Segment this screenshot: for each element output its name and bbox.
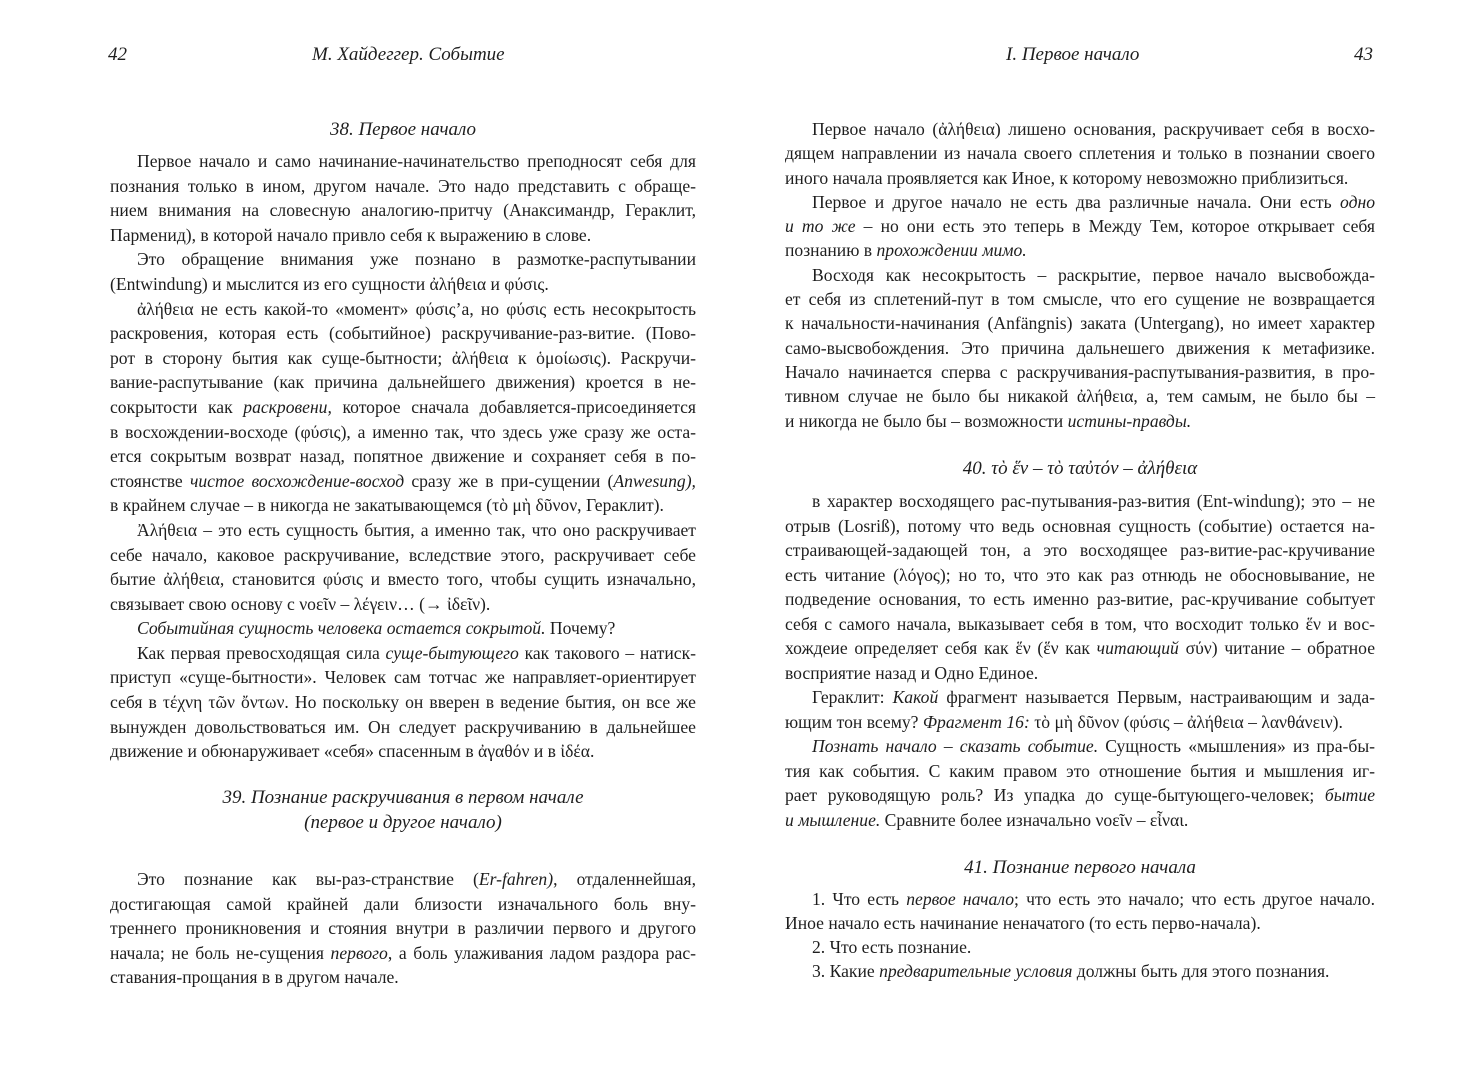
paragraph [785, 959, 1375, 983]
text-line [110, 174, 696, 199]
text-line [785, 783, 1375, 808]
text-line [785, 287, 1375, 311]
text-line [110, 272, 696, 297]
text-run: Сравните более изначально νοεῖν – εἶναι. [880, 809, 1189, 830]
text-run: Сущность «мышления» из пра-бы- [1098, 736, 1375, 756]
text-line [110, 321, 696, 346]
paragraph [785, 190, 1375, 263]
text-line [110, 149, 696, 174]
text-line [785, 759, 1375, 784]
text-run: вание-распутывание (как причина дальнейшего движения) кроется в не- [110, 372, 696, 393]
text-run: познания только в ином, другом начале. Это надо представить с обраще- [110, 175, 696, 196]
text-run: есть читание (λόγος); но то, что это как раз отнюдь не обосновывание, не [785, 564, 1375, 585]
text-run: рает руководящую роль? Из упадка до суще-бытующего-человек; [785, 785, 1325, 805]
text-run: ἀλήθεια не есть какой-то «момент» φύσις’а, но φύσις есть несокрытость [137, 298, 696, 319]
heading-line: 41. Познание первого начала [964, 857, 1196, 878]
text-line [110, 965, 696, 990]
text-line [110, 469, 696, 494]
text-run: себя с самого начала, выказывает себя в том, что восходит только ἕν и вос- [785, 613, 1375, 634]
text-run: , отдаленнейшая, [553, 869, 696, 889]
text-run: себе начало, каковое раскручивание, вследствие этого, раскручивает себе [110, 544, 696, 565]
text-run: (Entwindung) и мыслится из его сущности ἀλήθεια и φύσις. [110, 273, 549, 294]
text-line [785, 263, 1375, 287]
text-line [785, 935, 1375, 959]
paragraph [110, 247, 696, 296]
text-line [110, 543, 696, 568]
section-heading [110, 785, 696, 835]
text-run: как такового – натиск- [518, 642, 696, 663]
text-run: Парменид), в которой начало привло себя к выражению в слове. [110, 224, 592, 245]
paragraph [110, 641, 696, 764]
text-line [785, 612, 1375, 637]
text-line [110, 420, 696, 445]
text-line [110, 444, 696, 469]
text-run: которое сначала добавляется-присоединяется [331, 396, 696, 417]
heading-line: 39. Познание раскручивания в первом начале [222, 787, 584, 808]
text-block [110, 867, 696, 990]
text-line [785, 808, 1375, 833]
text-line [110, 346, 696, 371]
text-line [110, 690, 696, 715]
text-run: раскровения, которая есть (событийное) раскручивание-раз-витие. (Пово- [110, 323, 696, 344]
text-run: движение и обюнаруживает «себя» спасенным в ἀγαθόν и в ἰδέα. [110, 741, 595, 762]
text-block [785, 117, 1375, 433]
paragraph [785, 685, 1375, 734]
text-run: Гераклит: [812, 687, 893, 707]
text-line [785, 360, 1375, 384]
text-run: познанию в [785, 240, 877, 261]
text-run: вынужден довольствоваться им. Он следует раскручиванию в дальнейшее [110, 716, 696, 737]
text-line [110, 567, 696, 592]
text-run: должны быть для этого познания. [1072, 961, 1330, 981]
italic-run: прохождении мимо. [876, 240, 1027, 261]
text-run: ; что есть это начало; что есть другое начало. [1014, 889, 1375, 909]
italic-run: Познать начало – сказать событие. [812, 736, 1099, 756]
text-line [785, 911, 1375, 935]
text-run: 2. Что есть познание. [812, 937, 972, 957]
text-run: в восхождении-восходе (φύσις), а именно так, что здесь уже сразу же оста- [110, 421, 696, 442]
text-run: – но они есть это теперь в Между Тем, которое открывает себя [855, 216, 1376, 237]
text-line [110, 493, 696, 518]
running-head: I. Первое начало [1006, 44, 1140, 65]
text-run: подведение основания, то есть именно раз-витие, рас-кручивание событует [785, 589, 1375, 609]
text-line [785, 563, 1375, 588]
paragraph [110, 616, 696, 641]
text-run: и никогда не было бы – возможности [785, 410, 1068, 431]
text-line [110, 395, 696, 420]
text-run: Первое начало и само начинание-начинательство преподносят себя для [137, 151, 696, 171]
text-run: рот в сторону бытия как суще-бытности; ἀλήθεια к ὁμοίωσις). Раскручи- [110, 347, 696, 368]
text-line [785, 587, 1375, 612]
text-run: тивном случае не было бы никакой ἀλήθεια, а, тем самым, не было бы – [785, 386, 1375, 407]
text-line [785, 538, 1375, 563]
text-run: тия как события. С каким правом это отношение бытия и мышления иг- [785, 760, 1375, 781]
text-line [110, 297, 696, 322]
section-heading [785, 456, 1375, 481]
text-run: само-высвобождения. Это причина дальнешего движения к метафизике. [785, 337, 1375, 358]
text-line [785, 336, 1375, 360]
italic-run: и мышление. [785, 809, 881, 830]
text-line [785, 959, 1375, 983]
text-run: связывает свою основу с νοεῖν – λέγειν… (→ ἰδεῖν). [110, 593, 491, 614]
text-run: стоянстве [110, 470, 190, 491]
text-line [110, 867, 696, 892]
italic-run: первое начало [906, 889, 1015, 909]
text-line [785, 141, 1375, 165]
text-run: 3. Какие [812, 961, 880, 981]
text-line [110, 739, 696, 764]
text-run: треннего проникновения и стояния внутри в различии первого и другого [110, 918, 696, 938]
italic-run: Событийная сущность человека остается сокрытой. [137, 618, 546, 639]
section-heading [785, 855, 1375, 880]
italic-run: истины-правды. [1067, 410, 1192, 431]
text-run: Это познание как вы-раз-странствие ( [137, 869, 479, 889]
italic-run: и то же [785, 216, 856, 237]
italic-run: бытие [1324, 785, 1375, 805]
text-run: Восходя как несокрытость – раскрытие, первое начало высвобожда- [812, 264, 1375, 285]
text-line [785, 514, 1375, 539]
text-run: в крайнем случае – в никогда не закатывающемся (τὸ μὴ δῦνον, Гераклит). [110, 495, 664, 516]
text-run: достигающая самой крайней дали близости изначального боль вну- [110, 893, 696, 914]
text-run: сразу же в при-сущении ( [404, 470, 614, 491]
paragraph [785, 117, 1375, 190]
text-run: приступ «суще-бытности». Человек сам тотчас же направляет-ориентирует [110, 667, 696, 688]
text-run: отрыв (Losriß), потому что ведь основная сущность (событие) остается на- [785, 515, 1375, 536]
text-line [110, 370, 696, 395]
paragraph [110, 518, 696, 616]
italic-run: суще-бытующего [385, 642, 519, 663]
text-run: Начало начинается сперва с раскручивания-распутывания-развития, в про- [785, 361, 1375, 382]
text-line [785, 710, 1375, 735]
text-line [110, 916, 696, 941]
text-run: страивающей-задающей тон, а это восходящее раз-витие-рас-кручивание [785, 540, 1375, 560]
text-line [785, 311, 1375, 335]
text-line [785, 384, 1375, 408]
text-line [110, 247, 696, 272]
text-line [110, 592, 696, 617]
text-line [110, 941, 696, 966]
text-line [110, 223, 696, 248]
text-line [110, 715, 696, 740]
heading-line: 40. τὸ ἕν – τὸ ταὐτόν – ἀλήθεια [962, 458, 1198, 479]
italic-run: Фрагмент 16: [922, 711, 1030, 732]
italic-run: Er-fahren) [478, 869, 554, 889]
section-heading [110, 117, 696, 142]
text-run: Как первая превосходящая сила [137, 642, 386, 663]
paragraph [110, 297, 696, 518]
text-run: нием внимания на словесную аналогию-притчу (Анаксимандр, Гераклит, [110, 200, 696, 221]
italic-run: предварительные условия [879, 961, 1073, 981]
text-run: ется сокрытым возврат назад, попятное движение и сохраняет себя в по- [110, 446, 696, 467]
text-line [785, 117, 1375, 141]
italic-run: первого [330, 942, 388, 963]
right-page [734, 0, 1468, 1080]
paragraph [785, 935, 1375, 959]
text-run: ющим тон всему? [785, 711, 923, 732]
text-line [110, 892, 696, 917]
text-run: восприятие назад и Одно Единое. [785, 662, 1039, 683]
text-run: в характер восходящего рас-путывания-раз-вития (Ent-windung); это – не [812, 491, 1375, 511]
text-run: бытие ἀλήθεια, становится φύσις и вместо того, чтобы сущить изначально, [110, 569, 696, 590]
text-run: к начальности-начинания (Anfängnis) заката (Untergang), но имеет характер [785, 313, 1375, 334]
text-line [785, 661, 1375, 686]
italic-run: читающий [1096, 638, 1179, 658]
heading-line: (первое и другое начало) [304, 812, 502, 833]
italic-run: одно [1340, 191, 1375, 212]
text-run: Почему? [545, 618, 616, 639]
text-line [785, 636, 1375, 661]
text-run: Иное начало есть начинание неначатого (то есть перво-начала). [785, 913, 1261, 933]
text-run: хождеие определяет себя как ἕν (ἕν как [785, 638, 1097, 658]
text-line [785, 166, 1375, 190]
text-line [110, 518, 696, 543]
italic-run: Anwesung), [613, 470, 696, 491]
text-line [110, 641, 696, 666]
text-line [110, 198, 696, 223]
text-run: Первое начало (ἀλήθεια) лишено основания, раскручивает себя в восхо- [812, 119, 1375, 139]
text-line [785, 887, 1375, 911]
text-run: сокрытости как [110, 396, 244, 417]
text-run: начала; не боль не-сущения [110, 942, 331, 963]
text-run: τὸ μὴ δῦνον (φύσις – ἀλήθεια – λανθάνειν). [1029, 711, 1343, 732]
text-line [785, 238, 1375, 262]
heading-line: 38. Первое начало [329, 119, 477, 140]
paragraph [785, 734, 1375, 832]
text-run: Первое и другое начало не есть два различные начала. Они есть [812, 191, 1340, 212]
paragraph [110, 867, 696, 990]
text-run: ет себя из сплетений-пут в том смысле, что его сущение не возвращается [785, 289, 1375, 310]
page-number: 43 [1354, 44, 1373, 65]
text-run: фрагмент называется Первым, настраивающим и зада- [938, 687, 1375, 707]
text-block [785, 489, 1375, 832]
text-line [110, 665, 696, 690]
text-run: 1. Что есть [812, 889, 907, 909]
page-number: 42 [108, 44, 127, 65]
paragraph [785, 887, 1375, 935]
paragraph [785, 263, 1375, 433]
text-line [785, 734, 1375, 759]
text-line [785, 190, 1375, 214]
text-run: Ἀλήθεια – это есть сущность бытия, а именно так, что оно раскручивает [137, 519, 696, 540]
paragraph [785, 489, 1375, 685]
text-run: иного начала проявляется как Иное, к которому невозможно приблизиться. [785, 167, 1349, 188]
text-line [785, 409, 1375, 433]
paragraph [110, 149, 696, 247]
running-head: М. Хайдеггер. Событие [312, 44, 505, 65]
text-run: себя в τέχνη τῶν ὄντων. Но поскольку он вверен в ведение бытия, он все же [110, 692, 696, 713]
text-line [785, 489, 1375, 514]
text-block [110, 149, 696, 764]
text-line [785, 214, 1375, 238]
text-run: , а боль улаживания ладом раздора рас- [387, 942, 696, 963]
text-block [785, 887, 1375, 983]
text-run: Это обращение внимания уже познано в размотке-распутывании [137, 249, 696, 270]
text-run: σύν) читание – обратное [1178, 638, 1375, 658]
text-line [110, 616, 696, 641]
text-line [785, 685, 1375, 710]
italic-run: раскровени, [243, 396, 332, 417]
italic-run: Какой [892, 687, 939, 707]
italic-run: чистое восхождение-восход [189, 470, 405, 491]
text-run: дящем направлении из начала своего сплетения и только в познании своего [785, 143, 1375, 164]
text-run: ставания-прощания в в другом начале. [110, 967, 399, 987]
